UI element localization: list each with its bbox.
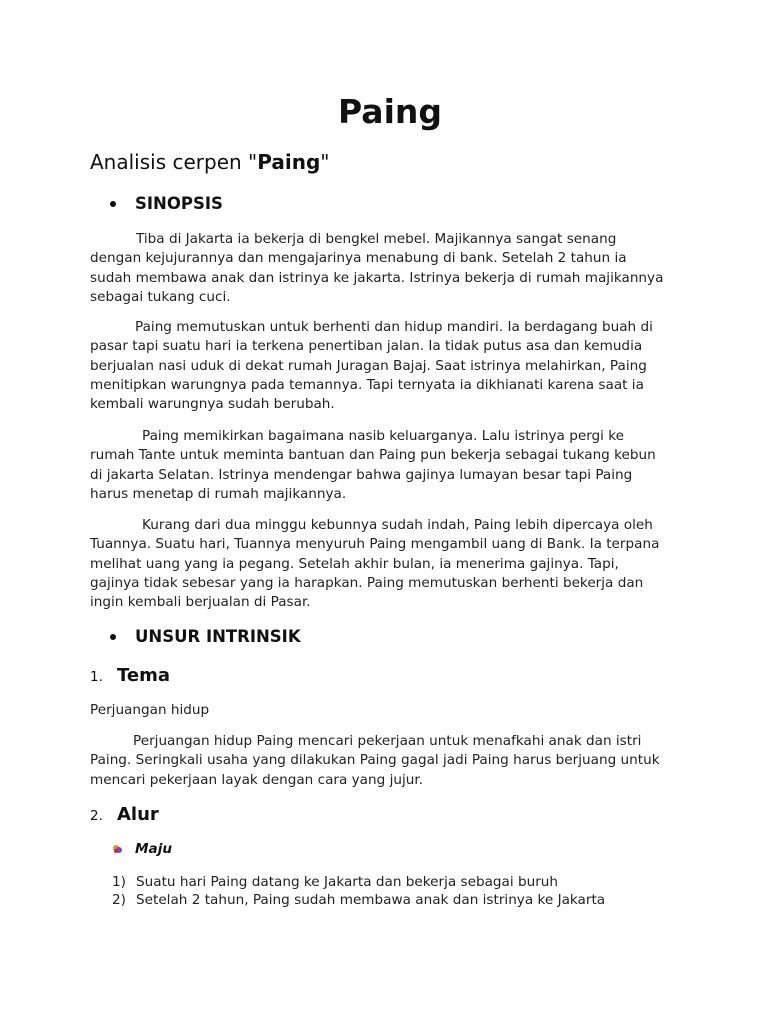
paragraph-line: Paing memutuskan untuk berhenti dan hidup mandiri. Ia berdagang buah di [135, 319, 653, 335]
bullet-dot-icon [110, 201, 116, 207]
document-subtitle [90, 150, 329, 174]
paragraph-line: Tuannya. Suatu hari, Tuannya menyuruh Paing mengambil uang di Bank. Ia terpana [90, 536, 660, 553]
paragraph-line: Paing. Seringkali usaha yang dilakukan Paing gagal jadi Paing harus berjuang untuk [90, 752, 660, 769]
section-unsur-label: UNSUR INTRINSIK [135, 627, 301, 646]
paragraph-line: sebagai tukang cuci. [90, 288, 231, 305]
paragraph-line: pasar tapi suatu hari ia terkena penertiban jalan. Ia tidak putus asa dan kemudia [90, 338, 643, 355]
document-title: Paing [338, 92, 442, 131]
paragraph-line: gajinya tidak sebesar yang ia harapkan. Paing memutuskan berhenti bekerja dan [90, 574, 644, 591]
list-item-number: 2) [112, 891, 126, 908]
colorful-bullet-icon [112, 844, 123, 855]
maju-label: Maju [135, 841, 173, 857]
paragraph-line: Perjuangan hidup Paing mencari pekerjaan untuk menafkahi anak dan istri [133, 733, 642, 749]
paragraph-line: mencari pekerjaan layak dengan cara yang jujur. [90, 771, 424, 788]
subtitle-prefix: Analisis cerpen " [90, 150, 258, 174]
tema-paragraph [90, 732, 680, 790]
paragraph-line: harus menetap di rumah majikannya. [90, 485, 347, 502]
paragraph-line: Kurang dari dua minggu kebunnya sudah indah, Paing lebih dipercaya oleh [142, 517, 653, 533]
list-item-text: Setelah 2 tahun, Paing sudah membawa anak dan istrinya ke Jakarta [136, 891, 606, 908]
paragraph-line: di jakarta Selatan. Istrinya mendengar bahwa gajinya lumayan besar tapi Paing [90, 466, 633, 483]
paragraph-line: berjualan nasi uduk di dekat rumah Juragan Bajaj. Saat istrinya melahirkan, Paing [90, 357, 647, 374]
maju-subheading [112, 841, 172, 857]
section-sinopsis-label: SINOPSIS [135, 194, 223, 213]
paragraph-line: dengan kejujurannya dan mengajarinya menabung di bank. Setelah 2 tahun ia [90, 250, 627, 267]
paragraph-line: Paing memikirkan bagaimana nasib keluarganya. Lalu istrinya pergi ke [142, 428, 625, 444]
sinopsis-paragraph-3 [90, 427, 680, 504]
list-item [112, 874, 605, 892]
sinopsis-paragraph-1 [90, 230, 680, 307]
bullet-dot-icon [110, 634, 116, 640]
alur-number: 2. [90, 808, 103, 824]
tema-label: Tema [117, 665, 170, 686]
list-item [112, 892, 605, 910]
paragraph-line: menitipkan warungnya pada temannya. Tapi ternyata ia dikhianati karena saat ia [90, 376, 644, 393]
section-unsur-heading [110, 627, 301, 646]
alur-heading [90, 804, 159, 825]
tema-number: 1. [90, 669, 103, 685]
paragraph-line: Tiba di Jakarta ia bekerja di bengkel mebel. Majikannya sangat senang [136, 231, 617, 247]
tema-heading [90, 665, 170, 686]
sinopsis-paragraph-4 [90, 516, 680, 612]
paragraph-line: rumah Tante untuk meminta bantuan dan Paing pun bekerja sebagai tukang kebun [90, 447, 656, 464]
paragraph-line: ingin kembali berjualan di Pasar. [90, 594, 311, 611]
paragraph-line: melihat uang yang ia pegang. Setelah akhir bulan, ia menerima gajinya. Tapi, [90, 555, 619, 572]
paragraph-line: sudah membawa anak dan istrinya ke jakarta. Istrinya bekerja di rumah majikannya [90, 269, 664, 286]
tema-value: Perjuangan hidup [90, 702, 210, 718]
alur-list [112, 874, 605, 909]
list-item-text: Suatu hari Paing datang ke Jakarta dan bekerja sebagai buruh [136, 874, 559, 890]
section-sinopsis-heading [110, 194, 223, 213]
paragraph-line: kembali warungnya sudah berubah. [90, 396, 335, 413]
subtitle-bold: Paing [257, 150, 321, 174]
subtitle-suffix: " [320, 150, 330, 174]
sinopsis-paragraph-2 [90, 318, 680, 414]
alur-label: Alur [117, 804, 159, 825]
list-item-number: 1) [112, 874, 126, 890]
